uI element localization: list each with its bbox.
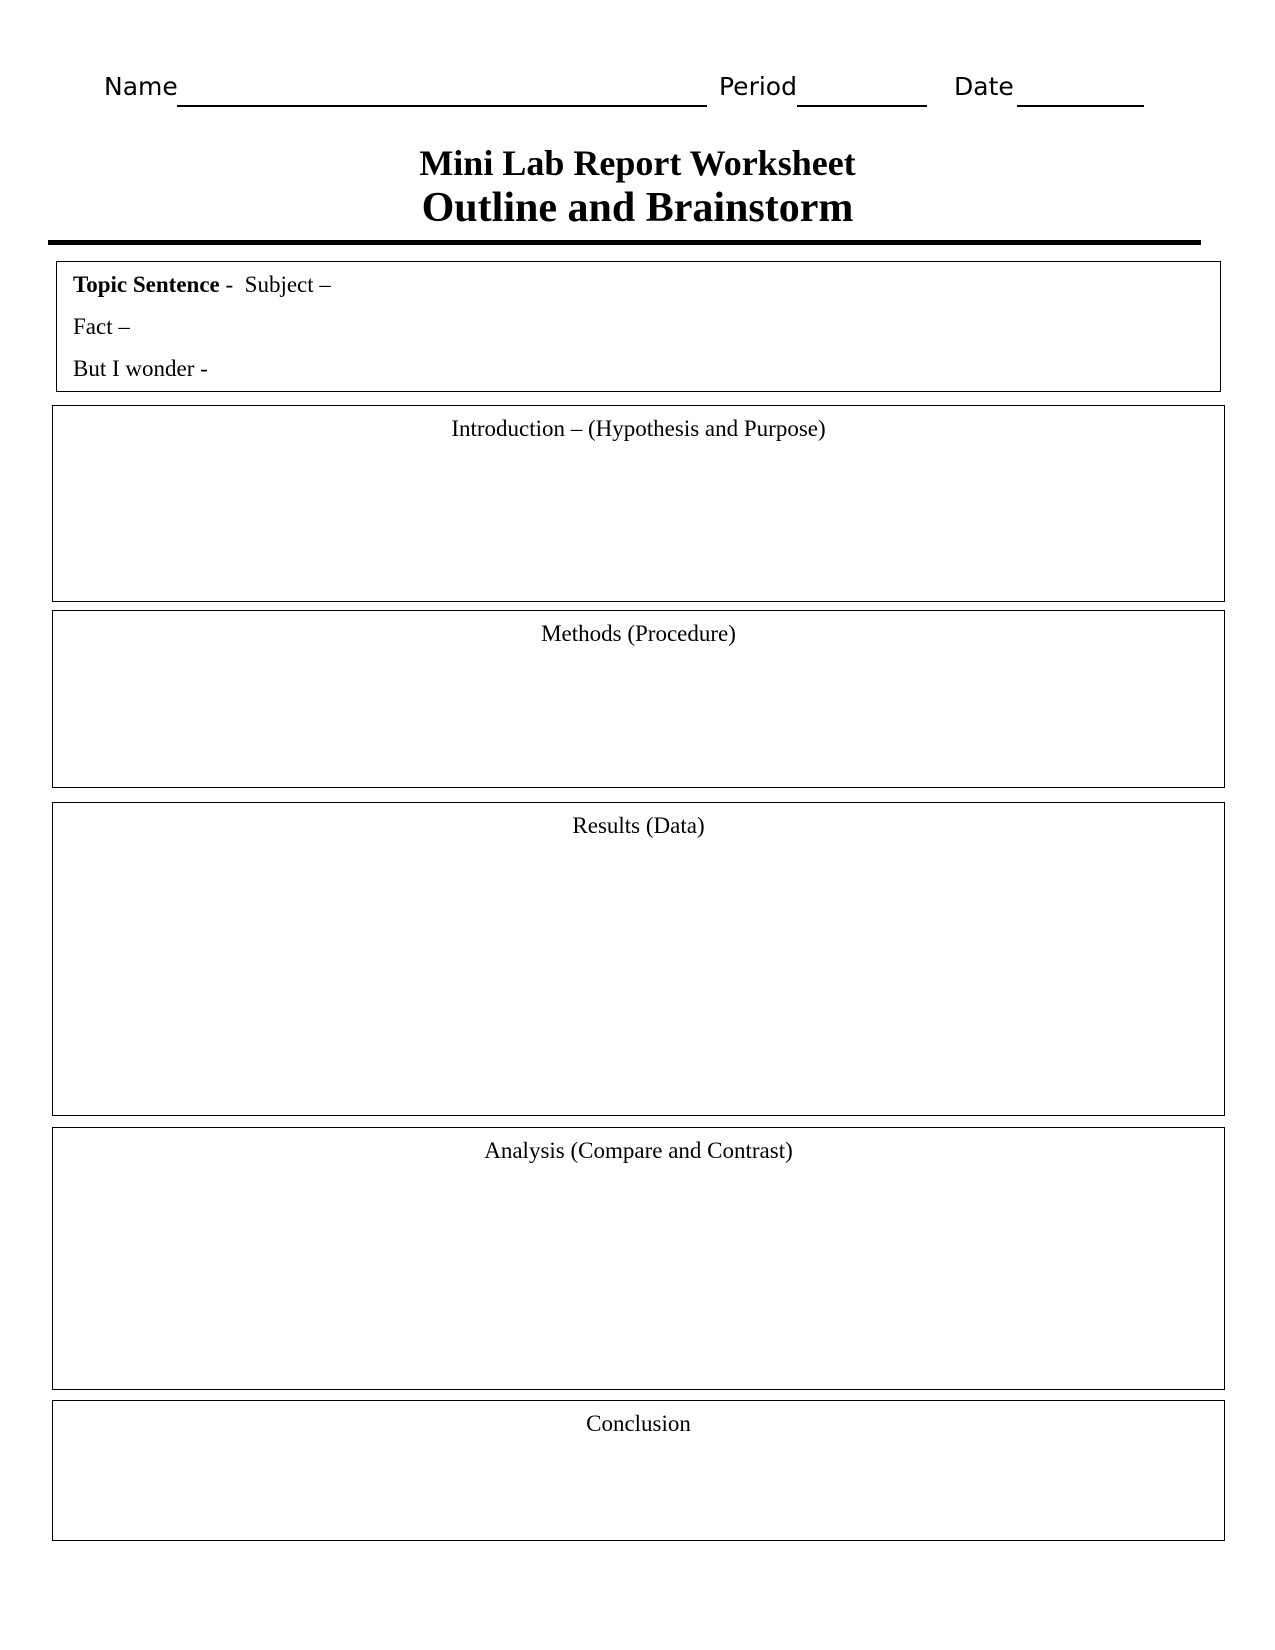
results-heading: Results (Data) <box>572 813 705 838</box>
period-label: Period <box>719 72 797 101</box>
topic-line <box>73 272 331 298</box>
subject-label: Subject – <box>244 272 331 297</box>
introduction-heading: Introduction – (Hypothesis and Purpose) <box>451 416 826 441</box>
date-label: Date <box>954 72 1014 101</box>
analysis-box[interactable] <box>52 1127 1225 1390</box>
analysis-heading: Analysis (Compare and Contrast) <box>484 1138 793 1163</box>
worksheet-subtitle: Outline and Brainstorm <box>421 185 854 231</box>
topic-sentence-label: Topic Sentence <box>73 272 220 297</box>
methods-heading: Methods (Procedure) <box>541 621 736 646</box>
header-fields <box>104 72 1164 112</box>
results-box[interactable] <box>52 802 1225 1116</box>
wonder-label: But I wonder - <box>73 356 208 381</box>
topic-sentence-box[interactable] <box>56 261 1221 392</box>
topic-separator: - <box>219 272 245 297</box>
title-divider <box>48 240 1201 245</box>
methods-box[interactable] <box>52 610 1225 788</box>
name-label: Name <box>104 72 178 101</box>
period-field[interactable] <box>797 105 927 107</box>
conclusion-box[interactable] <box>52 1400 1225 1541</box>
conclusion-heading: Conclusion <box>586 1411 691 1436</box>
worksheet-title: Mini Lab Report Worksheet <box>419 143 856 183</box>
date-field[interactable] <box>1017 105 1144 107</box>
introduction-box[interactable] <box>52 405 1225 602</box>
name-field[interactable] <box>177 105 707 107</box>
fact-label: Fact – <box>73 314 130 339</box>
